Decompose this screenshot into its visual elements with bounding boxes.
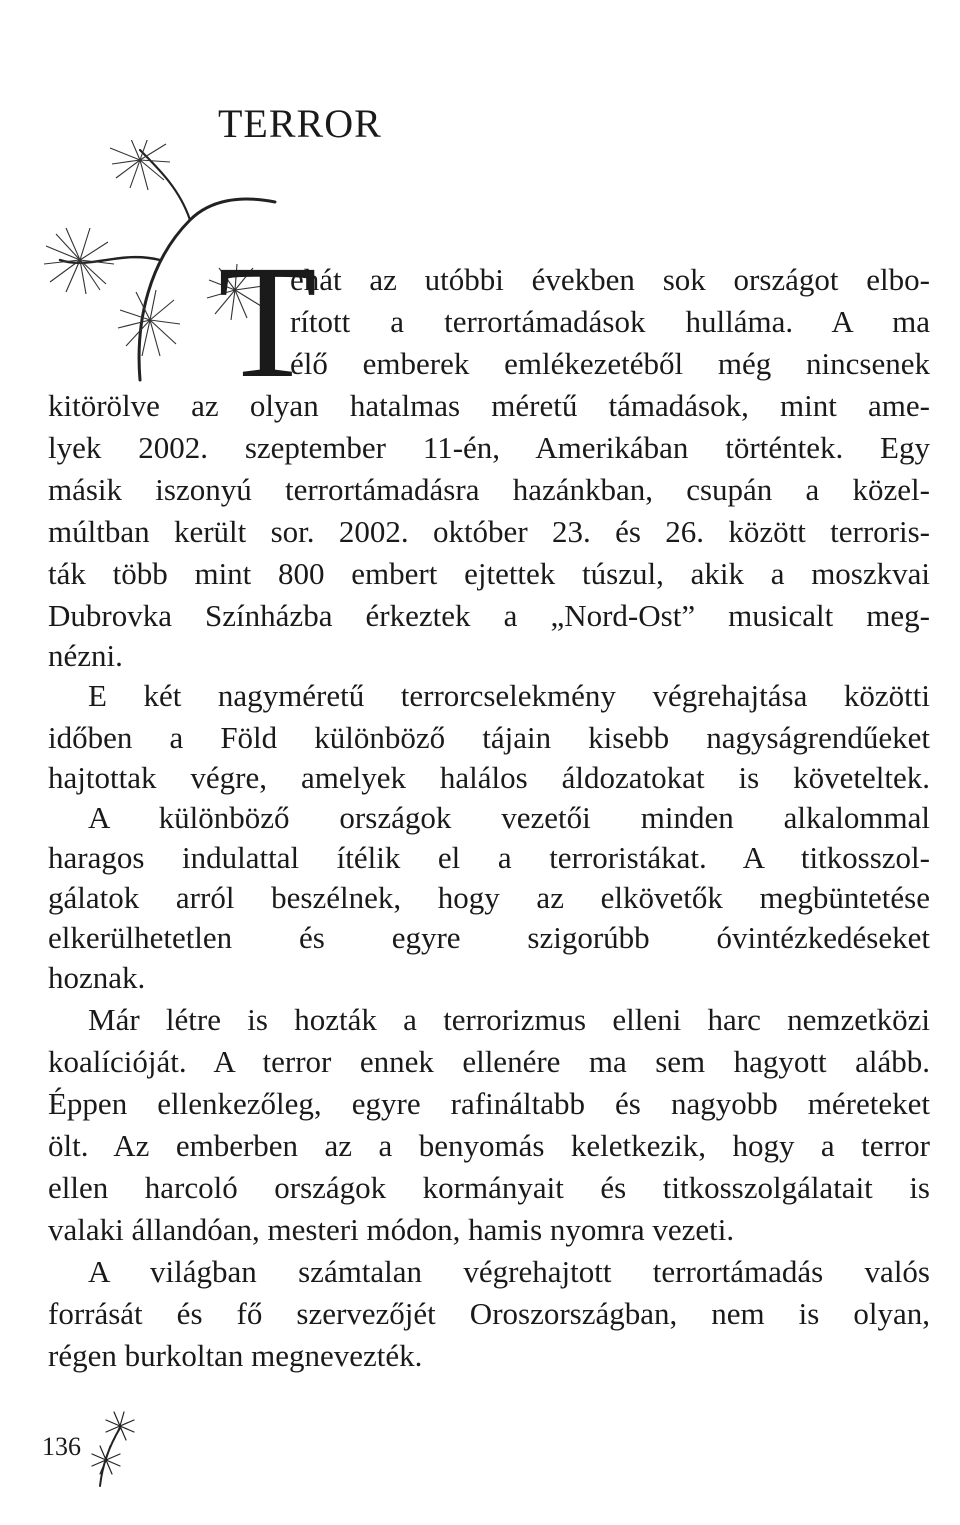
pine-sprig-ornament: [80, 1408, 144, 1488]
text-line: ölt. Az emberben az a benyomás keletkezik, hogy a terror: [48, 1128, 930, 1163]
text-line: kitörölve az olyan hatalmas méretű támadások, mint ame-: [48, 388, 930, 423]
chapter-title: TERROR: [218, 101, 382, 146]
page-number: 136: [42, 1432, 81, 1461]
text-line: rított a terrortámadások hulláma. A ma: [290, 304, 930, 339]
text-line: régen burkoltan megnevezték.: [48, 1338, 423, 1373]
text-line: időben a Föld különböző tájain kisebb nagyságrendűeket: [48, 720, 930, 755]
text-line: valaki állandóan, mesteri módon, hamis nyomra vezeti.: [48, 1212, 735, 1247]
text-line: A különböző országok vezetői minden alkalommal: [88, 800, 930, 835]
text-line: ellen harcoló országok kormányait és titkosszolgálatait is: [48, 1170, 930, 1205]
text-line: forrását és fő szervezőjét Oroszországban, nem is olyan,: [48, 1296, 930, 1331]
text-line: nézni.: [48, 638, 123, 673]
text-line: hoznak.: [48, 960, 146, 995]
text-line: másik iszonyú terrortámadásra hazánkban, csupán a közel-: [48, 472, 930, 507]
text-line: lyek 2002. szeptember 11-én, Amerikában történtek. Egy: [48, 430, 930, 465]
text-line: Dubrovka Színházba érkeztek a „Nord-Ost” musicalt meg-: [48, 598, 930, 633]
text-line: E két nagyméretű terrorcselekmény végrehajtása közötti: [88, 678, 930, 713]
text-line: élő emberek emlékezetéből még nincsenek: [290, 346, 930, 381]
drop-cap: T: [218, 233, 317, 412]
text-line: Már létre is hozták a terrorizmus elleni harc nemzetközi: [88, 1002, 930, 1037]
text-line: gálatok arról beszélnek, hogy az elkövetők megbüntetése: [48, 880, 930, 915]
text-line: ehát az utóbbi években sok országot elbo-: [290, 262, 930, 297]
text-line: ták több mint 800 embert ejtettek túszul, akik a moszkvai: [48, 556, 930, 591]
text-line: A világban számtalan végrehajtott terrortámadás valós: [88, 1254, 930, 1289]
text-line: haragos indulattal ítélik el a terroristákat. A titkosszol-: [48, 840, 930, 875]
text-line: hajtottak végre, amelyek halálos áldozatokat is követeltek.: [48, 760, 930, 795]
text-line: elkerülhetetlen és egyre szigorúbb óvintézkedéseket: [48, 920, 930, 955]
text-line: Éppen ellenkezőleg, egyre rafináltabb és nagyobb méreteket: [48, 1086, 930, 1121]
text-line: múltban került sor. 2002. október 23. és 26. között terroris-: [48, 514, 930, 549]
text-line: koalícióját. A terror ennek ellenére ma sem hagyott alább.: [48, 1044, 930, 1079]
